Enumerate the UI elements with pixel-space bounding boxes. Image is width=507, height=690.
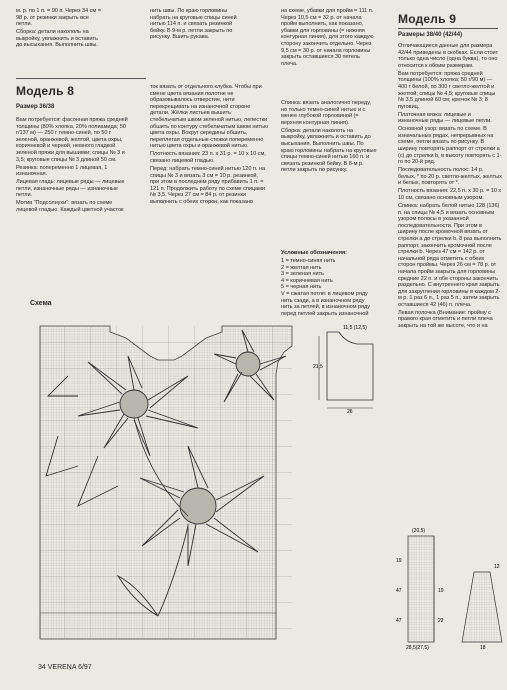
pattern-bottom-svg [394, 522, 506, 650]
divider [398, 28, 498, 29]
text-para: Резинка: попеременно 1 лицевая, 1 изнаночная. [16, 164, 108, 178]
sunflower-chart [38, 316, 294, 641]
bottom-l2-dim: 47 [396, 588, 402, 594]
text-para: ток вязать от отдельного клубка. Чтобы при смене цвета вязания полотне не образовывалось отверстие, нити перекрещивать на изнаночной стороне детали. Жёлки листьев вышить стебельчатым швом зеленой нитью, лепестки обшить по контуру стебельчатым швом нитью цвета охры. Вокруг середины обшить, переплетая отдельные стежки попеременно нитью цвета охры и оранжевой нитью. [150, 84, 268, 150]
text-para: нить швы. По краю горловины набрать на круговые спицы синей нитью 114 п. и связать резинкой бейку. В 9-м р. петли закрыть по рисунку. Вшить рукава. [150, 8, 237, 41]
model8-left-col [16, 117, 132, 215]
sleeve-bottom-dim: 18 [480, 645, 486, 650]
bottom-l1-dim: 19 [396, 558, 402, 564]
text-para: Плотность вязания: 23 п. х 31 р. = 10 х 10 см, связано лицевой гладью. [150, 151, 266, 164]
text-para: Спинка: вязать аналогично переду, но только темно-синей нитью и с менее глубокой горловиной (= верхняя контурная линия). [281, 100, 371, 126]
text-para: Сборка: детали накололь на выкройку, увлажнить и оставить до высыхания. Выполнить швы. [16, 29, 98, 49]
text-para: Левая полочка (Внимание: пройму с правого края отметить и петли плеча закрыть на той же высоте, что и на [398, 309, 493, 330]
model8-size: Размер 36/38 [16, 104, 55, 110]
model9-col [398, 43, 502, 331]
small-bottom-dim: 26 [347, 409, 353, 414]
small-top-dim: 11,5 (12,5) [343, 325, 367, 331]
bottom-top-dim: (20,5) [412, 528, 426, 534]
text-para: Сборка: детали наколоть на выкройку, увлажнить и оставить до высыхания. Выполнить швы. По краю горловины набрать на круговые спицы темно-синей нитью 160 п. и связать резинкой бейку. В 8-м р. петли закрыть по рисунку. [281, 127, 377, 174]
legend-item: 4 = коричневая нить [281, 277, 333, 284]
text-para: Спинка: набрать белой нитью 128 (136) п. на спицы № 4,5 и вязать основным узором полосы в указанной последовательности. При этом в ширину после кромочной вязать от стрелки а до стрелки b, 8 раз выполнить раппорт, закончить кромочной после стрелки b. Через 47 см = 142 р. от начальной ряда отметить с обеих сторон проймы. Через 26 см = 78 р. от начала пройм закрыть для горловины средние 22 п. и обе стороны закончить раздельно. С внутреннего края закрыть для закругления горловины в каждом 2-м р. 1 раз 6 п., 1 раз 5 п., затем закрыть оставшиеся 42 (46) п. плеча. [398, 203, 502, 308]
text-para: Вам потребуется: пряжа средней толщины (100% хлопка; 50 г/90 м) — 400 г белой, по 300 г светло-желтой и желтой; спицы № 4,5; круговые спицы № 3,5 длиной 60 см; крючок № 3; 8 пуговиц. [398, 70, 496, 110]
model9-size: Размеры 38/40 (42/44) [398, 32, 463, 38]
knitting-chart [38, 316, 294, 646]
bottom-mid-dim: 19 [438, 588, 444, 594]
legend [281, 250, 377, 317]
pattern-small [313, 322, 385, 419]
legend-item: V = сжатая петля: в лицевом ряду нить сзади, а в изнаночном ряду нить за петлей, в изнаночном ряду перед петлей закрыть изнаночной [281, 290, 370, 317]
schema-label: Схема [30, 300, 52, 307]
divider [16, 78, 146, 79]
page-footer: 34 VERENA 6/97 [38, 664, 92, 671]
model9-title: Модель 9 [398, 12, 457, 26]
text-para: Последовательность полос: 14 р. белых, * по 20 р. светло-желтых, желтых и белых, повторять от *. [398, 167, 502, 187]
legend-item: 2 = желтая нить [281, 264, 322, 271]
text-para: Перед: набрать темно-синей нитью 120 п. на спицы № 3 и вязать 3 см = 10 р. резинкой, при этом в последнем ряду прибавить 1 п. = 121 п. Продолжить работу по схеме спицами № 3,5. Через 27 см = 84 р. от резинки выполнить с обеих сторон, как показано [150, 165, 266, 205]
col3-top [281, 8, 377, 69]
model8-title: Модель 8 [16, 84, 75, 98]
text-para: Мотив "Подсолнухи": вязать по схеме лицевой гладью. Каждый цветной участок [16, 200, 124, 213]
col2-top [150, 8, 240, 42]
legend-item: 1 = темно-синяя нить [281, 257, 336, 264]
bottom-l3-dim: 47 [396, 618, 402, 624]
legend-item: 3 = зеленая нить [281, 271, 324, 278]
text-para: Плотность вязания: 22,5 п. х 30 р. = 10 х 10 см, связано основным узором. [398, 188, 502, 202]
sleeve-side-dim: 12 [494, 564, 500, 570]
text-para: Вам потребуется: фасонная пряжа средней толщины (80% хлопка, 20% полиамида; 50 г/137 м) — 250 г темно-синей, по 50 г зеленой, оранжевой, желтой, цвета охры, коричневой и черной, немного гладкой зеленой пряжи для вышивки; спицы № 3 и 3,5; круговые спицы № 3 длиной 50 см. [16, 117, 128, 163]
text-para: на схеме, убавки для пройм = 111 п. Через 10,5 см = 32 р. от начала пройм выполнить, как показано, убавки для горловины (= нижняя контурная линия), для этого каждую сторону закончить отдельно. Через 9,5 см = 30 р. от начала горловины закрыть оставшиеся 30 петель плеча. [281, 8, 374, 67]
bottom-b2-dim: 22 [438, 618, 444, 624]
legend-item: 5 = черная нить [281, 284, 322, 291]
bottom-bottom-dim: 28,5(27,5) [406, 645, 429, 650]
col3-mid [281, 100, 377, 175]
model8-mid-col [150, 84, 268, 207]
text-para: Основной узор: вязать по схеме. В изначальных рядах, непрерывных на схеме, петли вязать по рисунку. В ширину повторять раппорт от стрелки а (с) до стрелки b, в высоту повторять с 1-го по 20-й ряд. [398, 126, 502, 166]
text-para: Платочная вязка: лицевые и изнаночные ряды — лицевые петли. [398, 111, 492, 125]
pattern-small-svg [313, 322, 385, 414]
legend-title: Условные обозначения: [281, 250, 347, 256]
small-left-dim: 21,5 [313, 364, 323, 370]
text-para: Отличающиеся данные для размера 42/44 приведены в скобках. Если стоит только одна число (одна буква), то оно относится к обоим размерам. [398, 43, 499, 69]
text-para: м. р. по 1 п. = 90 п. Через 34 см = 98 р. от резинки закрыть все петли. [16, 8, 101, 28]
pattern-bottom [394, 522, 506, 655]
text-para: Лицевая гладь: лицевые ряды — лицевые петли, изнаночные ряды — изнаночные петли. [16, 179, 125, 199]
col1-top [16, 8, 104, 50]
